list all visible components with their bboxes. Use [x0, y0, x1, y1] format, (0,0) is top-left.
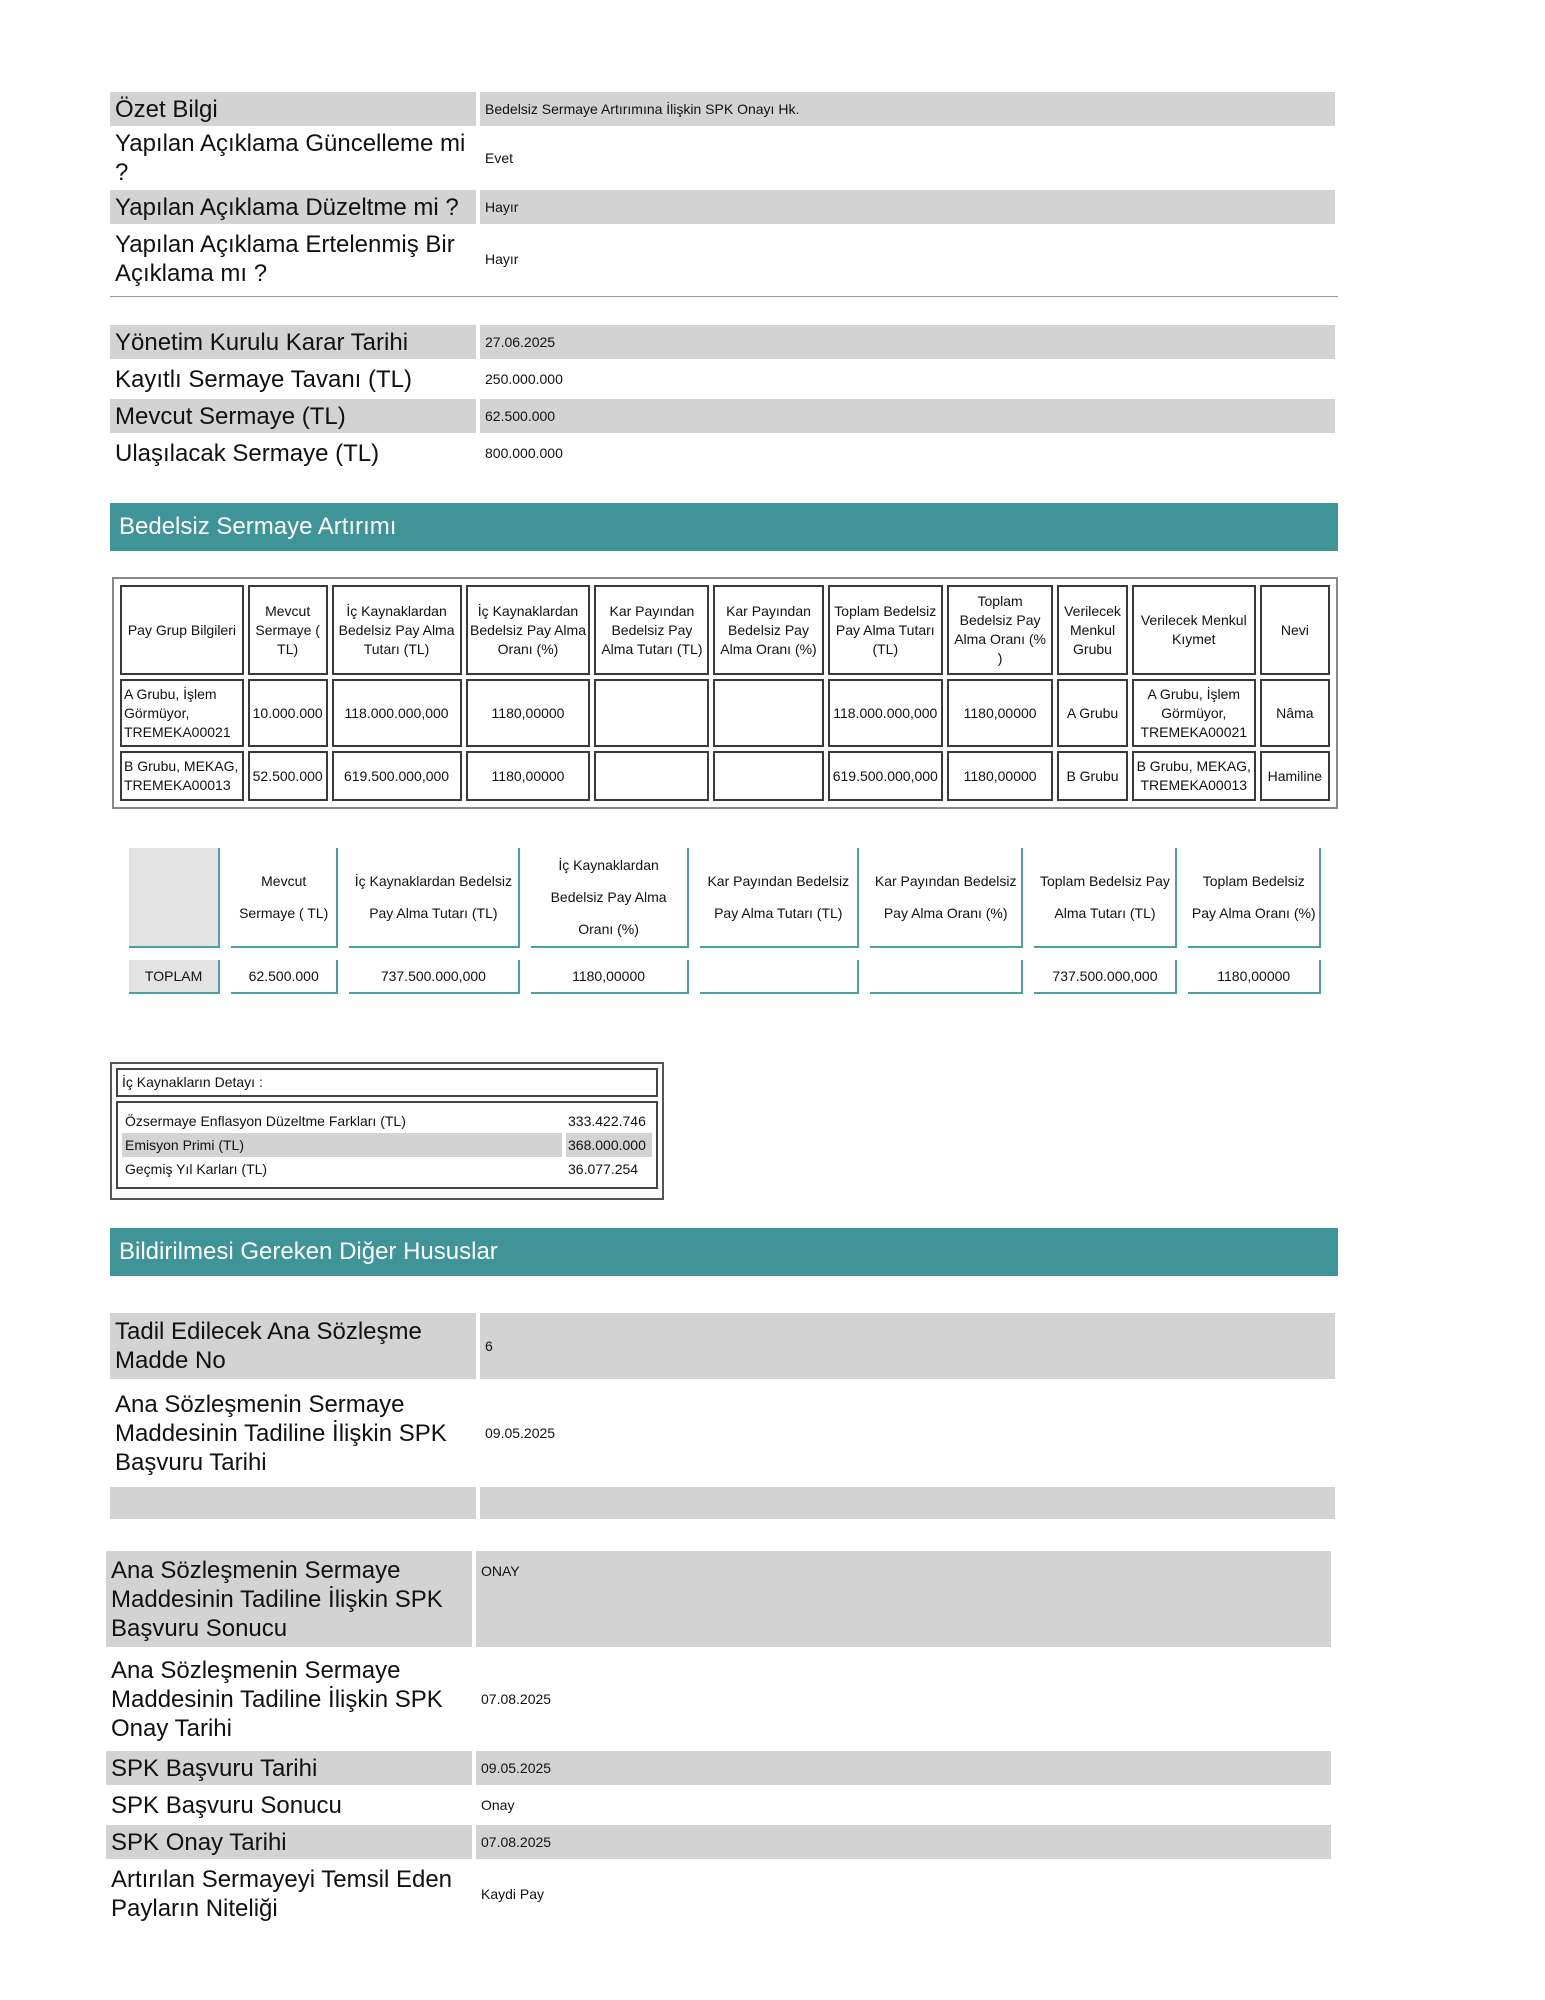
other-row [110, 1382, 1335, 1484]
spk-row [106, 1825, 1331, 1859]
table-cell: 737.500.000,000 [1034, 960, 1177, 994]
table-cell: B Grubu [1057, 751, 1128, 801]
field-value: Kaydi Pay [481, 1886, 545, 1902]
column-header: İç Kaynaklardan Bedelsiz Pay Alma Tutarı (TL) [332, 585, 462, 675]
field-value: Hayır [485, 251, 519, 267]
field-label: Yapılan Açıklama Ertelenmiş Bir Açıklama mı ? [110, 227, 480, 291]
field-label: Kayıtlı Sermaye Tavanı (TL) [110, 362, 480, 396]
field-label: Yönetim Kurulu Karar Tarihi [110, 325, 480, 359]
table-cell: TOPLAM [129, 960, 220, 994]
table-cell [594, 751, 709, 801]
spk-table [106, 1548, 1331, 1929]
spk-row [106, 1751, 1331, 1785]
field-value: Hayır [480, 190, 1335, 224]
capital-row [110, 362, 1335, 396]
capital-row [110, 399, 1335, 433]
internal-sources-list [116, 1101, 658, 1189]
list-item [122, 1133, 652, 1157]
spk-row [106, 1650, 1331, 1748]
item-name: Geçmiş Yıl Karları (TL) [125, 1161, 268, 1177]
field-label: Ana Sözleşmenin Sermaye Maddesinin Tadiline İlişkin SPK Başvuru Sonucu [106, 1551, 476, 1647]
spk-row [106, 1788, 1331, 1822]
field-value: Bedelsiz Sermaye Artırımına İlişkin SPK Onayı Hk. [480, 92, 1335, 126]
table-cell [594, 679, 709, 747]
spk-row [106, 1551, 1331, 1647]
column-header: Nevi [1260, 585, 1330, 675]
column-header: Kar Payından Bedelsiz Pay Alma Tutarı (TL) [594, 585, 709, 675]
other-table [110, 1310, 1335, 1522]
field-label: Yapılan Açıklama Düzeltme mi ? [110, 190, 480, 224]
capital-table [110, 322, 1335, 473]
table-cell: 737.500.000,000 [349, 960, 519, 994]
field-label: Ana Sözleşmenin Sermaye Maddesinin Tadiline İlişkin SPK Onay Tarihi [106, 1650, 476, 1748]
table-cell: Hamiline [1260, 751, 1330, 801]
table-cell: A Grubu [1057, 679, 1128, 747]
field-label: Artırılan Sermayeyi Temsil Eden Payların Niteliği [106, 1862, 476, 1926]
column-header: Verilecek Menkul Grubu [1057, 585, 1128, 675]
table-header-row [129, 848, 1321, 948]
section-title-other: Bildirilmesi Gereken Diğer Hususlar [110, 1228, 1338, 1276]
field-value: 62.500.000 [480, 399, 1335, 433]
field-value: 27.06.2025 [480, 325, 1335, 359]
column-header: Verilecek Menkul Kıymet [1132, 585, 1256, 675]
column-header: Mevcut Sermaye ( TL) [248, 585, 328, 675]
column-header: İç Kaynaklardan Bedelsiz Pay Alma Oranı (%) [531, 848, 689, 948]
field-value: 6 [480, 1313, 1335, 1379]
field-value: 800.000.000 [485, 445, 563, 461]
table-cell: 1180,00000 [466, 751, 591, 801]
field-value: 07.08.2025 [476, 1825, 1331, 1859]
column-header: Pay Grup Bilgileri [120, 585, 244, 675]
table-cell: Nâma [1260, 679, 1330, 747]
summary-row [110, 129, 1335, 187]
table-cell [713, 679, 823, 747]
field-value: 09.05.2025 [485, 1425, 556, 1441]
field-value: 09.05.2025 [476, 1751, 1331, 1785]
table-cell: 118.000.000,000 [828, 679, 943, 747]
field-label: Mevcut Sermaye (TL) [110, 399, 480, 433]
field-label: Ana Sözleşmenin Sermaye Maddesinin Tadiline İlişkin SPK Başvuru Tarihi [110, 1382, 480, 1484]
field-value: ONAY [476, 1551, 1331, 1647]
field-value: 250.000.000 [485, 371, 563, 387]
table-cell: 118.000.000,000 [332, 679, 462, 747]
table-cell [700, 960, 859, 994]
divider [110, 296, 1338, 297]
table-cell: 10.000.000 [248, 679, 328, 747]
table-cell [713, 751, 823, 801]
item-value: 333.422.746 [568, 1113, 646, 1129]
table-cell: 619.500.000,000 [828, 751, 943, 801]
table-row [120, 751, 1330, 801]
field-label: SPK Başvuru Sonucu [106, 1788, 476, 1822]
field-label: Ulaşılacak Sermaye (TL) [110, 436, 480, 470]
field-value [480, 1487, 1335, 1519]
table-cell: A Grubu, İşlem Görmüyor, TREMEKA00021 [1132, 679, 1256, 747]
share-group-table [112, 577, 1338, 809]
table-cell: 62.500.000 [231, 960, 338, 994]
list-item [122, 1157, 652, 1181]
summary-table [110, 89, 1335, 294]
item-value: 368.000.000 [566, 1133, 652, 1157]
field-label: Yapılan Açıklama Güncelleme mi ? [110, 129, 480, 187]
table-cell: 1180,00000 [466, 679, 591, 747]
column-header: Toplam Bedelsiz Pay Alma Oranı (%) [1188, 848, 1321, 948]
table-cell [870, 960, 1023, 994]
field-label: Tadil Edilecek Ana Sözleşme Madde No [110, 1313, 480, 1379]
summary-row [110, 92, 1335, 126]
table-cell: B Grubu, MEKAG, TREMEKA00013 [1132, 751, 1256, 801]
table-row [120, 679, 1330, 747]
capital-row [110, 436, 1335, 470]
table-cell: 619.500.000,000 [332, 751, 462, 801]
other-row [110, 1313, 1335, 1379]
field-label [110, 1487, 480, 1519]
column-header: Toplam Bedelsiz Pay Alma Tutarı (TL) [828, 585, 943, 675]
column-header: Kar Payından Bedelsiz Pay Alma Oranı (%) [870, 848, 1023, 948]
field-label: SPK Başvuru Tarihi [106, 1751, 476, 1785]
spk-row [106, 1862, 1331, 1926]
table-cell: 52.500.000 [248, 751, 328, 801]
column-header: Toplam Bedelsiz Pay Alma Oranı (% ) [947, 585, 1053, 675]
column-header: Toplam Bedelsiz Pay Alma Tutarı (TL) [1034, 848, 1177, 948]
field-label: Özet Bilgi [110, 92, 480, 126]
field-value: Onay [481, 1797, 515, 1813]
item-name: Emisyon Primi (TL) [122, 1133, 562, 1157]
field-value: 07.08.2025 [481, 1691, 552, 1707]
column-header: Mevcut Sermaye ( TL) [231, 848, 338, 948]
total-table [118, 848, 1332, 994]
table-row [129, 960, 1321, 994]
list-item [122, 1109, 652, 1133]
field-label: SPK Onay Tarihi [106, 1825, 476, 1859]
table-cell: 1180,00000 [947, 751, 1053, 801]
table-cell: 1180,00000 [1188, 960, 1321, 994]
table-cell: 1180,00000 [947, 679, 1053, 747]
field-value: Evet [485, 150, 514, 166]
table-header-row [120, 585, 1330, 675]
item-name: Özsermaye Enflasyon Düzeltme Farkları (TL) [125, 1113, 406, 1129]
table-cell: B Grubu, MEKAG, TREMEKA00013 [120, 751, 244, 801]
summary-row [110, 227, 1335, 291]
column-header: İç Kaynaklardan Bedelsiz Pay Alma Oranı (%) [466, 585, 591, 675]
column-header [129, 848, 220, 948]
capital-row [110, 325, 1335, 359]
other-row [110, 1487, 1335, 1519]
column-header: İç Kaynaklardan Bedelsiz Pay Alma Tutarı (TL) [349, 848, 519, 948]
section-title-bedelsiz: Bedelsiz Sermaye Artırımı [110, 503, 1338, 551]
table-cell: 1180,00000 [531, 960, 689, 994]
table-cell: A Grubu, İşlem Görmüyor, TREMEKA00021 [120, 679, 244, 747]
internal-sources-title: İç Kaynakların Detayı : [116, 1068, 658, 1097]
summary-row [110, 190, 1335, 224]
internal-sources-box [110, 1062, 664, 1200]
column-header: Kar Payından Bedelsiz Pay Alma Tutarı (TL) [700, 848, 859, 948]
column-header: Kar Payından Bedelsiz Pay Alma Oranı (%) [713, 585, 823, 675]
item-value: 36.077.254 [568, 1161, 639, 1177]
